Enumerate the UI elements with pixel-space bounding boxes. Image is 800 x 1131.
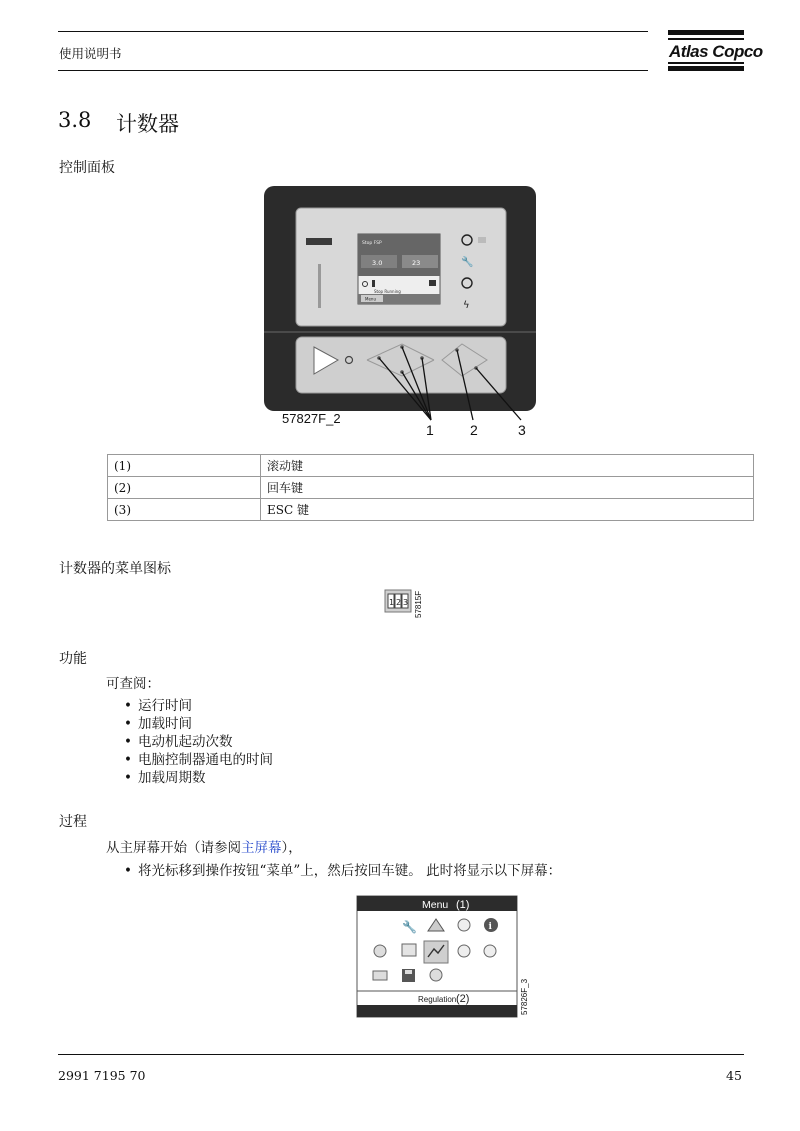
control-panel-heading: 控制面板 <box>59 160 115 176</box>
function-heading: 功能 <box>59 651 87 667</box>
svg-text:ϟ: ϟ <box>463 300 470 311</box>
screen-status-text: Stop Running <box>374 289 401 294</box>
screen-value-right: 23 <box>412 259 421 267</box>
menu-screen-footer-callout: (2) <box>456 993 470 1005</box>
menu-icon-heading: 计数器的菜单图标 <box>59 561 171 577</box>
table-row <box>108 477 754 499</box>
svg-text:3: 3 <box>403 598 409 607</box>
screen-value-left: 3.0 <box>372 259 383 267</box>
list-item: • 加载时间 <box>122 715 273 733</box>
control-panel-figure-label: 57827F_2 <box>282 411 341 426</box>
procedure-intro-after: ）， <box>281 840 302 856</box>
menu-screen-title: Menu <box>422 899 449 911</box>
section-title: 计数器 <box>116 112 179 136</box>
list-item: • 运行时间 <box>122 697 273 715</box>
procedure-intro-before: 从主屏幕开始（请参阅 <box>106 840 241 856</box>
legend-desc: ESC 键 <box>261 499 754 521</box>
svg-text:🔧: 🔧 <box>461 257 474 268</box>
list-item: • 电动机起动次数 <box>122 733 273 751</box>
header-rule-bottom <box>58 70 648 71</box>
footer-doc-number: 2991 7195 70 <box>58 1068 146 1083</box>
header-doc-title: 使用说明书 <box>59 46 122 61</box>
screen-menu-button: Menu <box>365 296 376 302</box>
list-item: • 电脑控制器通电的时间 <box>122 751 273 769</box>
function-intro: 可查阅： <box>106 676 160 692</box>
wrench-icon: 🔧 <box>402 920 417 934</box>
menu-screen-footer-text: Regulation <box>418 995 457 1004</box>
callout-2: 2 <box>470 422 478 438</box>
legend-num: (2) <box>108 477 261 499</box>
section-number: 3.8 <box>58 108 92 132</box>
legend-desc: 滚动键 <box>261 455 754 477</box>
svg-text:i: i <box>488 922 492 932</box>
page-number: 45 <box>726 1068 742 1083</box>
callout-3: 3 <box>518 422 526 438</box>
table-row <box>108 455 754 477</box>
function-list <box>122 697 273 787</box>
menu-icon-figure-label: 57815F <box>414 590 423 618</box>
footer-rule <box>58 1054 744 1055</box>
legend-table <box>107 454 754 521</box>
svg-text:2: 2 <box>396 598 402 607</box>
svg-text:1: 1 <box>389 598 395 607</box>
menu-screen-figure-label: 57826F_3 <box>520 978 529 1015</box>
legend-desc: 回车键 <box>261 477 754 499</box>
procedure-steps <box>122 862 561 880</box>
table-row <box>108 499 754 521</box>
list-item: • 将光标移到操作按钮“菜单”上，然后按回车键。 此时将显示以下屏幕： <box>122 862 561 880</box>
header-rule-top <box>58 31 648 32</box>
legend-num: (1) <box>108 455 261 477</box>
screen-status-line: Stop FSP <box>362 241 382 246</box>
logo-text: Atlas Copco <box>669 42 763 61</box>
atlas-copco-logo <box>668 30 763 72</box>
procedure-intro <box>106 836 302 856</box>
callout-1: 1 <box>426 422 434 438</box>
counter-menu-icon <box>384 586 424 620</box>
control-panel-figure <box>262 184 542 440</box>
menu-screen-figure <box>356 895 532 1019</box>
main-screen-link[interactable]: 主屏幕 <box>241 840 282 856</box>
menu-screen-title-callout: (1) <box>456 899 470 911</box>
list-item: • 加载周期数 <box>122 769 273 787</box>
procedure-heading: 过程 <box>59 814 87 830</box>
legend-num: (3) <box>108 499 261 521</box>
